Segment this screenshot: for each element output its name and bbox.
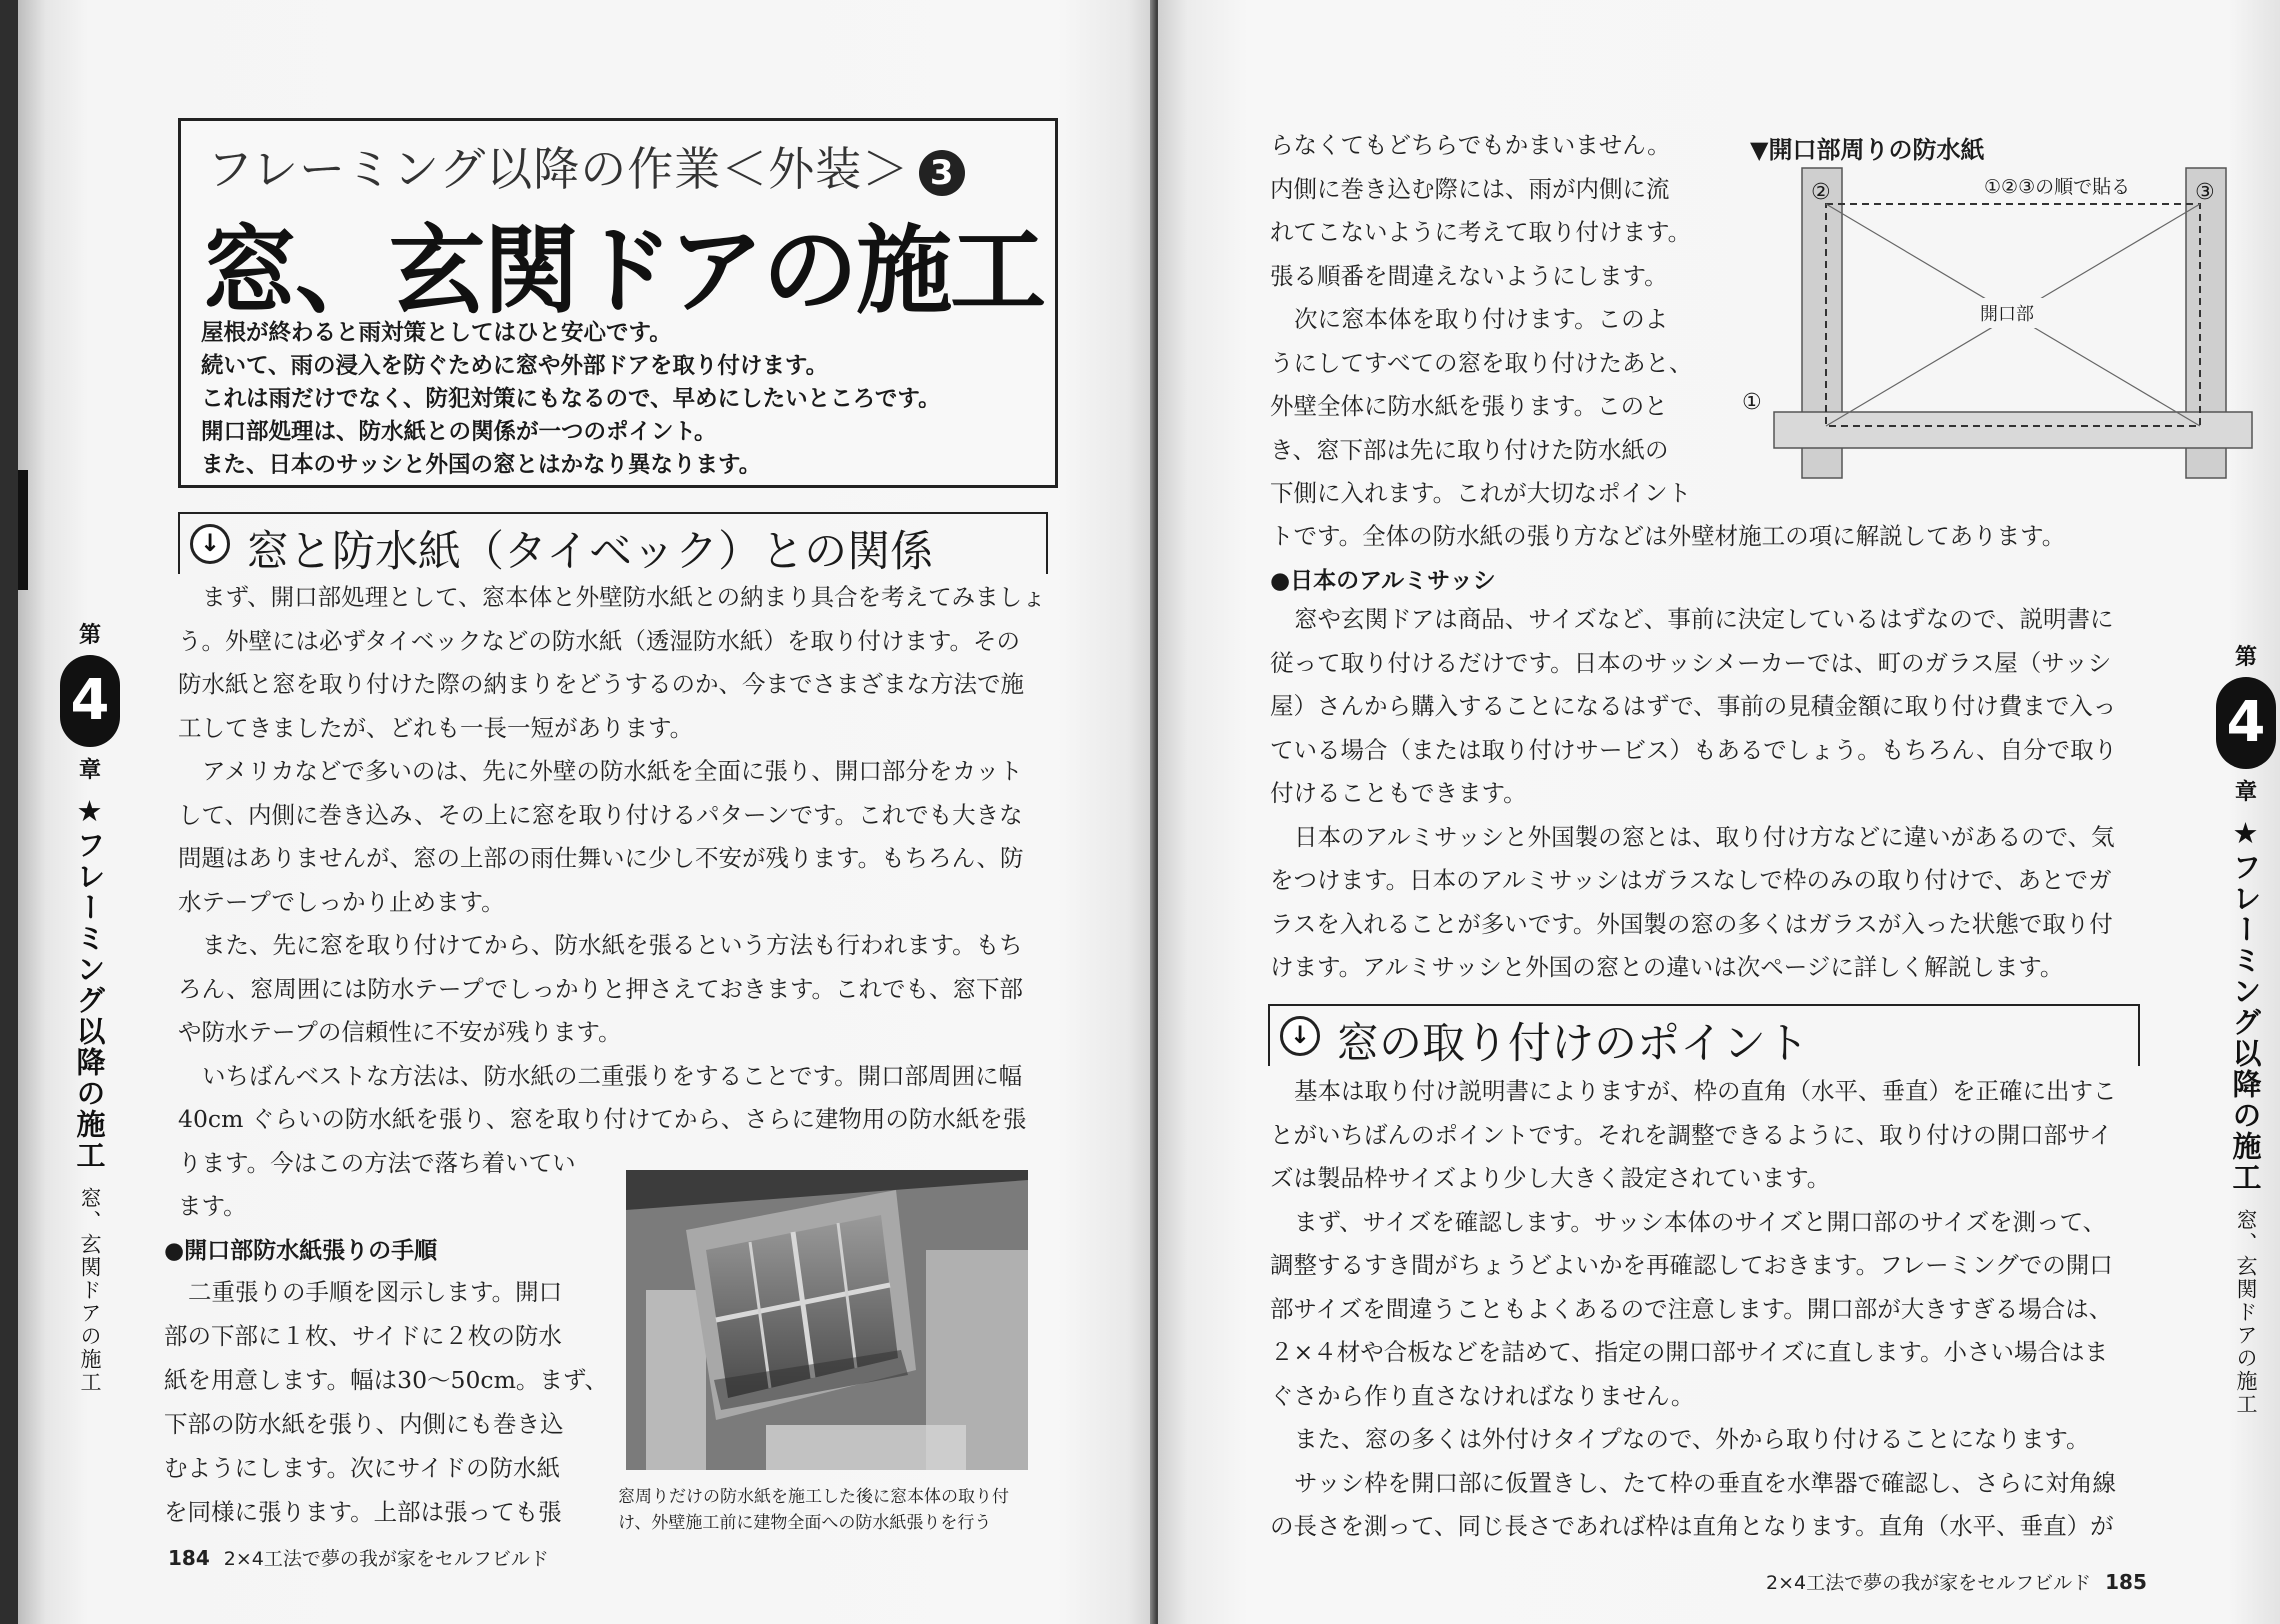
body-line: 紙を用意します。幅は30～50cm。まず、: [164, 1366, 608, 1394]
section2-body: [1270, 1070, 2117, 1549]
body-line: 40cm ぐらいの防水紙を張り、窓を取り付けてから、さらに建物用の防水紙を張: [178, 1105, 1027, 1133]
section-title: 窓、玄関ドアの施工: [78, 1187, 102, 1394]
title-subtitle-text: フレーミング以降の作業＜外装＞: [207, 142, 910, 196]
down-arrow-circle-icon: ↓: [190, 524, 230, 564]
diagram-figure: [1738, 160, 2258, 500]
body-line: 日本のアルミサッシと外国製の窓とは、取り付け方などに違いがあるので、気: [1294, 822, 2115, 851]
book-title: 2×4工法で夢の我が家をセルフビルド: [223, 1548, 549, 1570]
body-line: トです。全体の防水紙の張り方などは外壁材施工の項に解説してあります。: [1270, 522, 2066, 550]
window-photo: [626, 1170, 1028, 1470]
down-arrow-circle-icon: ↓: [1280, 1016, 1320, 1056]
body-line: 調整するすき間がちょうどよいかを再確認しておきます。フレーミングでの開口: [1270, 1251, 2113, 1279]
window-photo-image: [626, 1170, 1028, 1470]
chapter-sho: 章: [2234, 780, 2257, 805]
body-line: をつけます。日本のアルミサッシはガラスなしで枠のみの取り付けで、あとでガ: [1270, 866, 2112, 894]
section1-body: [178, 576, 1046, 1229]
subhead-procedure: ●開口部防水紙張りの手順: [164, 1238, 438, 1264]
body-line: うにしてすべての窓を取り付けたあと、: [1270, 348, 1693, 377]
opening-waterproof-diagram: [1738, 130, 2258, 500]
label-strip-2: ②: [1811, 180, 1831, 205]
chapter-title: ★フレーミング以降の施工: [2228, 816, 2263, 1193]
body-line: れてこないように考えて取り付けます。: [1270, 218, 1692, 246]
body-line: ラスを入れることが多いです。外国製の窓の多くはガラスが入った状態で取り付: [1270, 909, 2113, 938]
section-heading-2: [1268, 1004, 2140, 1069]
body-line: 防水紙と窓を取り付けた際の納まりをどうするのか、今までさまざまな方法で施: [178, 670, 1024, 698]
book-title: 2×4工法で夢の我が家をセルフビルド: [1766, 1572, 2092, 1594]
body-line: 屋）さんから購入することになるはずで、事前の見積金額に取り付け費まで入っ: [1270, 692, 2117, 720]
body-line: う。外壁には必ずタイベックなどの防水紙（透湿防水紙）を取り付けます。その: [178, 626, 1021, 655]
body-line: の長さを測って、同じ長さであれば枠は直角となります。直角（水平、垂直）が: [1270, 1512, 2114, 1540]
body-line: 外壁全体に防水紙を張ります。このと: [1270, 392, 1668, 420]
body-line: ぐさから作り直さなければなりません。: [1270, 1381, 1695, 1410]
chapter-number: 4: [60, 655, 120, 747]
body-line: 水テープでしっかり止めます。: [178, 887, 505, 916]
body-line: らなくてもどちらでもかまいません。: [1270, 131, 1671, 159]
body-line: まず、サイズを確認します。サッシ本体のサイズと開口部のサイズを測って、: [1294, 1207, 2107, 1236]
page-edge-marker: [18, 470, 28, 590]
lead-line: 屋根が終わると雨対策としてはひと安心です。: [201, 320, 672, 346]
chapter-dai: 第: [2234, 645, 2257, 670]
photo-caption: [618, 1484, 1009, 1536]
body-line: ります。今はこの方法で落ち着いてい: [178, 1148, 576, 1177]
lead-paragraph: [201, 317, 1041, 482]
aluminum-body: [1270, 598, 2117, 990]
body-line: ２×４材や合板などを詰めて、指定の開口部サイズに直します。小さい場合はま: [1270, 1338, 2108, 1366]
procedure-body: [164, 1270, 608, 1534]
body-line: アメリカなどで多いのは、先に外壁の防水紙を全面に張り、開口部分をカット: [202, 757, 1023, 785]
circled-number-badge: 3: [919, 150, 965, 196]
title-box: [178, 118, 1058, 488]
full-width-line: [1270, 515, 2065, 559]
continued-body: [1270, 124, 1693, 516]
body-line: き、窓下部は先に取り付けた防水紙の: [1270, 435, 1669, 464]
title-subtitle: [207, 133, 965, 199]
caption-line: 窓周りだけの防水紙を施工した後に窓本体の取り付: [618, 1487, 1009, 1507]
page-number: 185: [2105, 1570, 2147, 1594]
chapter-number: 4: [2216, 677, 2276, 769]
body-line: 部の下部に１枚、サイドに２枚の防水: [164, 1322, 562, 1350]
body-line: して、内側に巻き込み、その上に窓を取り付けるパターンです。これでも大きな: [178, 800, 1023, 829]
body-line: まず、開口部処理として、窓本体と外壁防水紙との納まり具合を考えてみましょ: [202, 583, 1046, 611]
chapter-title: ★フレーミング以降の施工: [72, 794, 107, 1171]
left-page: [18, 0, 1156, 1624]
body-line: 内側に巻き込む際には、雨が内側に流: [1270, 174, 1670, 203]
left-footer: [168, 1544, 549, 1571]
body-line: 二重張りの手順を図示します。開口: [188, 1278, 563, 1306]
page-number: 184: [168, 1546, 210, 1570]
body-line: 次に窓本体を取り付けます。このよ: [1294, 305, 1669, 333]
right-footer: [1766, 1568, 2147, 1595]
diagram-title: ▼開口部周りの防水紙: [1750, 136, 1985, 164]
opening-label: 開口部: [1980, 304, 2034, 325]
section-heading-text: 窓の取り付けのポイント: [1336, 1019, 1809, 1069]
page-title: 窓、玄関ドアの施工: [201, 215, 1045, 327]
body-line: 問題はありませんが、窓の上部の雨仕舞いに少し不安が残ります。もちろん、防: [178, 844, 1024, 872]
body-line: 工してきましたが、どれも一長一短があります。: [178, 713, 694, 742]
body-line: 従って取り付けるだけです。日本のサッシメーカーでは、町のガラス屋（サッシ: [1270, 648, 2112, 677]
body-line: 窓や玄関ドアは商品、サイズなど、事前に決定しているはずなので、説明書に: [1294, 605, 2114, 633]
body-line: 下部の防水紙を張り、内側にも巻き込: [164, 1410, 564, 1438]
chapter-sho: 章: [78, 758, 101, 783]
body-line: また、窓の多くは外付けタイプなので、外から取り付けることになります。: [1294, 1425, 2090, 1453]
lead-line: また、日本のサッシと外国の窓とはかなり異なります。: [201, 452, 762, 478]
caption-line: け、外壁施工前に建物全面への防水紙張りを行う: [618, 1513, 992, 1533]
diagram-note: ①②③の順で貼る: [1984, 176, 2131, 198]
body-line: いちばんベストな方法は、防水紙の二重張りをすることです。開口部周囲に幅: [202, 1061, 1023, 1090]
body-line: とがいちばんのポイントです。それを調整できるように、取り付けの開口部サイ: [1270, 1120, 2113, 1149]
label-strip-1: ①: [1742, 390, 1762, 415]
section-heading-text: 窓と防水紙（タイベック）との関係: [246, 527, 934, 577]
body-line: また、先に窓を取り付けてから、防水紙を張るという方法も行われます。もち: [202, 931, 1023, 959]
body-line: や防水テープの信頼性に不安が残ります。: [178, 1018, 622, 1046]
body-line: 張る順番を間違えないようにします。: [1270, 261, 1668, 290]
body-line: けます。アルミサッシと外国の窓との違いは次ページに詳しく解説します。: [1270, 953, 2064, 981]
chapter-tab-right: [2216, 640, 2276, 1416]
body-line: 付けることもできます。: [1270, 779, 1527, 807]
section-title: 窓、玄関ドアの施工: [2234, 1209, 2258, 1416]
section-heading-1: [178, 512, 1048, 577]
lead-line: 開口部処理は、防水紙との関係が一つのポイント。: [201, 419, 717, 445]
body-line: むようにします。次にサイドの防水紙: [164, 1454, 560, 1482]
body-line: ます。: [178, 1192, 247, 1220]
body-line: 下側に入れます。これが大切なポイント: [1270, 479, 1692, 507]
lead-line: 続いて、雨の浸入を防ぐために窓や外部ドアを取り付けます。: [201, 353, 829, 379]
chapter-tab-left: [60, 618, 120, 1394]
right-page: [1158, 0, 2280, 1624]
body-line: ろん、窓周囲には防水テープでしっかりと押さえておきます。これでも、窓下部: [178, 974, 1024, 1003]
chapter-dai: 第: [78, 623, 101, 648]
body-line: 部サイズを間違うこともよくあるので注意します。開口部が大きすぎる場合は、: [1270, 1294, 2113, 1323]
lead-line: これは雨だけでなく、防犯対策にもなるので、早めにしたいところです。: [201, 386, 941, 412]
body-line: ズは製品枠サイズより少し大きく設定されています。: [1270, 1164, 1831, 1192]
body-line: ている場合（または取り付けサービス）もあるでしょう。もちろん、自分で取り: [1270, 735, 2118, 764]
label-strip-3: ③: [2195, 180, 2215, 205]
body-line: サッシ枠を開口部に仮置きし、たて枠の垂直を水準器で確認し、さらに対角線: [1294, 1468, 2117, 1497]
body-line: 基本は取り付け説明書によりますが、枠の直角（水平、垂直）を正確に出すこ: [1294, 1077, 2117, 1105]
body-line: を同様に張ります。上部は張っても張: [164, 1498, 562, 1526]
bottom-strip-1: [1774, 412, 2252, 448]
subhead-aluminum: ●日本のアルミサッシ: [1270, 568, 1496, 594]
